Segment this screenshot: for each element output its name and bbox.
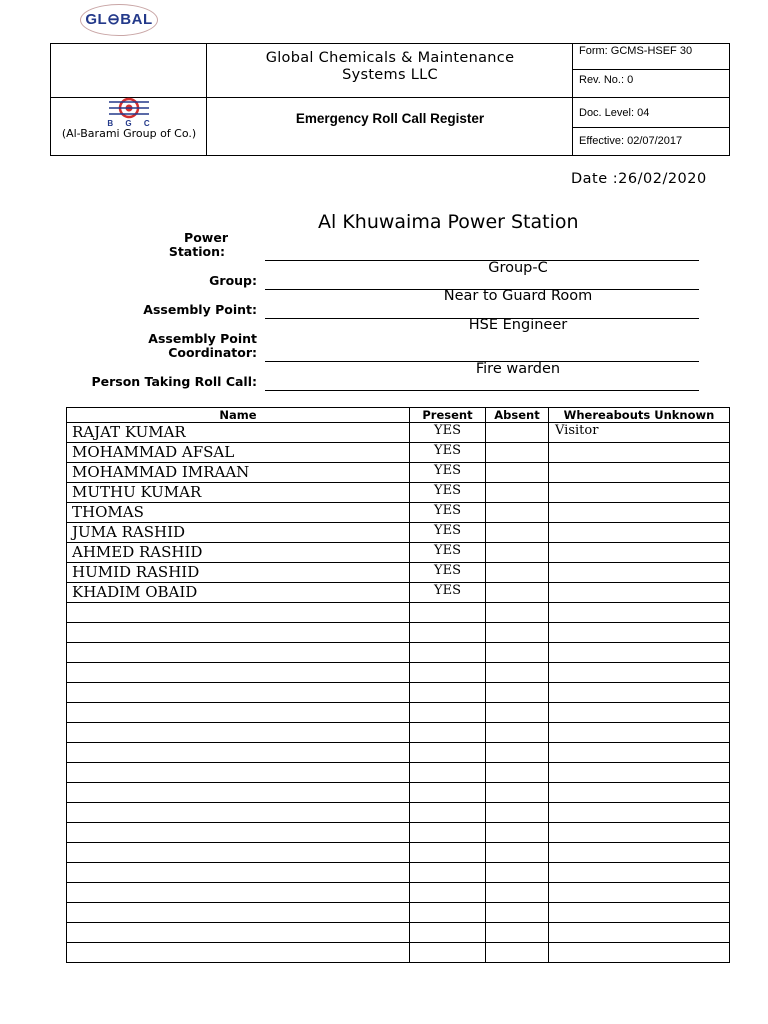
absent-cell: [486, 423, 549, 443]
absent-cell: [486, 823, 549, 843]
form-title: Emergency Roll Call Register: [295, 111, 485, 126]
table-row: [67, 803, 730, 823]
whereabouts-cell: [549, 583, 730, 603]
absent-cell: [486, 523, 549, 543]
present-cell: [410, 863, 486, 883]
absent-cell: [486, 463, 549, 483]
column-header-present: Present: [410, 408, 486, 423]
table-row: [67, 903, 730, 923]
power-station-label-line1: Power: [184, 230, 228, 245]
present-cell: [410, 703, 486, 723]
table-row: [67, 943, 730, 963]
meta-divider-3: [572, 127, 730, 128]
absent-cell: [486, 443, 549, 463]
bgc-subtitle: (Al-Barami Group of Co.): [61, 127, 197, 140]
power-station-label: [31, 231, 241, 259]
present-cell: [410, 823, 486, 843]
assembly-point-value: Near to Guard Room: [443, 288, 593, 304]
coordinator-label: [47, 332, 257, 360]
present-cell: YES: [410, 423, 486, 443]
whereabouts-cell: [549, 543, 730, 563]
table-row: [67, 483, 730, 503]
present-cell: [410, 603, 486, 623]
table-row: [67, 743, 730, 763]
group-label: Group:: [209, 273, 257, 288]
assembly-point-label: Assembly Point:: [143, 302, 257, 317]
meta-divider-1: [572, 69, 730, 70]
table-row: [67, 843, 730, 863]
present-cell: YES: [410, 583, 486, 603]
company-name: [207, 50, 573, 84]
absent-cell: [486, 743, 549, 763]
table-row: [67, 783, 730, 803]
whereabouts-cell: [549, 463, 730, 483]
present-cell: [410, 803, 486, 823]
present-cell: YES: [410, 563, 486, 583]
name-cell: [67, 883, 410, 903]
whereabouts-cell: [549, 703, 730, 723]
company-name-line1: Global Chemicals & Maintenance: [265, 50, 515, 66]
present-cell: YES: [410, 523, 486, 543]
absent-cell: [486, 683, 549, 703]
name-cell: [67, 743, 410, 763]
form-number: Form: GCMS-HSEF 30: [579, 45, 693, 57]
name-cell: [67, 903, 410, 923]
name-cell: [67, 943, 410, 963]
table-row: [67, 723, 730, 743]
name-cell: [67, 863, 410, 883]
name-cell: MOHAMMAD IMRAAN: [67, 463, 410, 483]
absent-cell: [486, 943, 549, 963]
present-cell: YES: [410, 443, 486, 463]
present-cell: [410, 623, 486, 643]
table-row: [67, 883, 730, 903]
name-cell: JUMA RASHID: [67, 523, 410, 543]
absent-cell: [486, 643, 549, 663]
whereabouts-cell: [549, 863, 730, 883]
table-row: [67, 863, 730, 883]
name-cell: MUTHU KUMAR: [67, 483, 410, 503]
table-row: [67, 583, 730, 603]
present-cell: [410, 883, 486, 903]
whereabouts-cell: [549, 443, 730, 463]
name-cell: [67, 623, 410, 643]
absent-cell: [486, 763, 549, 783]
present-cell: YES: [410, 543, 486, 563]
name-cell: [67, 643, 410, 663]
logo-text: GL⊖BAL: [85, 11, 153, 28]
present-cell: [410, 643, 486, 663]
table-row: [67, 623, 730, 643]
absent-cell: [486, 883, 549, 903]
whereabouts-cell: Visitor: [549, 423, 730, 443]
table-row: [67, 423, 730, 443]
absent-cell: [486, 923, 549, 943]
table-body: [67, 423, 730, 963]
absent-cell: [486, 903, 549, 923]
name-cell: [67, 723, 410, 743]
bgc-letters: B G C: [107, 119, 155, 128]
whereabouts-cell: [549, 483, 730, 503]
name-cell: [67, 763, 410, 783]
present-cell: [410, 843, 486, 863]
report-date: Date :26/02/2020: [571, 171, 707, 187]
whereabouts-cell: [549, 523, 730, 543]
bgc-logo-icon: [109, 97, 149, 119]
name-cell: AHMED RASHID: [67, 543, 410, 563]
whereabouts-cell: [549, 783, 730, 803]
absent-cell: [486, 663, 549, 683]
whereabouts-cell: [549, 823, 730, 843]
present-cell: [410, 763, 486, 783]
present-cell: [410, 903, 486, 923]
present-cell: YES: [410, 463, 486, 483]
coordinator-label-line2: Coordinator:: [168, 345, 257, 360]
present-cell: [410, 683, 486, 703]
whereabouts-cell: [549, 943, 730, 963]
present-cell: [410, 943, 486, 963]
whereabouts-cell: [549, 643, 730, 663]
global-logo: [80, 4, 160, 38]
effective-date: Effective: 02/07/2017: [579, 135, 683, 147]
name-cell: [67, 603, 410, 623]
table-row: [67, 603, 730, 623]
company-name-line2: Systems LLC: [342, 67, 438, 83]
whereabouts-cell: [549, 563, 730, 583]
absent-cell: [486, 563, 549, 583]
whereabouts-cell: [549, 503, 730, 523]
absent-cell: [486, 583, 549, 603]
absent-cell: [486, 783, 549, 803]
document-level: Doc. Level: 04: [579, 107, 650, 119]
table-row: [67, 443, 730, 463]
table-row: [67, 463, 730, 483]
whereabouts-cell: [549, 903, 730, 923]
present-cell: [410, 783, 486, 803]
table-row: [67, 643, 730, 663]
name-cell: HUMID RASHID: [67, 563, 410, 583]
table-row: [67, 663, 730, 683]
name-cell: RAJAT KUMAR: [67, 423, 410, 443]
name-cell: [67, 783, 410, 803]
column-header-name: Name: [67, 408, 410, 423]
whereabouts-cell: [549, 923, 730, 943]
absent-cell: [486, 603, 549, 623]
table-row: [67, 523, 730, 543]
present-cell: [410, 663, 486, 683]
roll-call-line: [265, 390, 699, 391]
table-row: [67, 543, 730, 563]
whereabouts-cell: [549, 603, 730, 623]
name-cell: [67, 843, 410, 863]
name-cell: [67, 803, 410, 823]
name-cell: [67, 923, 410, 943]
whereabouts-cell: [549, 743, 730, 763]
present-cell: [410, 923, 486, 943]
absent-cell: [486, 803, 549, 823]
coordinator-label-line1: Assembly Point: [148, 331, 257, 346]
whereabouts-cell: [549, 683, 730, 703]
absent-cell: [486, 543, 549, 563]
absent-cell: [486, 863, 549, 883]
whereabouts-cell: [549, 883, 730, 903]
name-cell: MOHAMMAD AFSAL: [67, 443, 410, 463]
coordinator-value: HSE Engineer: [468, 317, 568, 333]
name-cell: [67, 703, 410, 723]
document-header: [50, 43, 730, 156]
present-cell: YES: [410, 503, 486, 523]
present-cell: [410, 723, 486, 743]
name-cell: KHADIM OBAID: [67, 583, 410, 603]
power-station-label-line2: Station:: [168, 244, 225, 259]
roll-call-label: Person Taking Roll Call:: [91, 374, 257, 389]
absent-cell: [486, 723, 549, 743]
absent-cell: [486, 483, 549, 503]
meta-divider-2: [572, 97, 730, 98]
table-row: [67, 823, 730, 843]
whereabouts-cell: [549, 763, 730, 783]
group-value: Group-C: [488, 260, 548, 276]
table-row: [67, 703, 730, 723]
absent-cell: [486, 503, 549, 523]
present-cell: [410, 743, 486, 763]
table-row: [67, 563, 730, 583]
column-header-absent: Absent: [486, 408, 549, 423]
column-header-whereabouts: Whereabouts Unknown: [549, 408, 730, 423]
table-row: [67, 763, 730, 783]
name-cell: [67, 663, 410, 683]
name-cell: THOMAS: [67, 503, 410, 523]
whereabouts-cell: [549, 843, 730, 863]
whereabouts-cell: [549, 803, 730, 823]
table-row: [67, 503, 730, 523]
roll-call-value: Fire warden: [475, 361, 561, 377]
absent-cell: [486, 623, 549, 643]
whereabouts-cell: [549, 623, 730, 643]
whereabouts-cell: [549, 663, 730, 683]
whereabouts-cell: [549, 723, 730, 743]
table-header-row: [67, 408, 730, 423]
name-cell: [67, 683, 410, 703]
roll-call-table: [66, 407, 730, 963]
station-name: Al Khuwaima Power Station: [318, 211, 579, 233]
present-cell: YES: [410, 483, 486, 503]
absent-cell: [486, 703, 549, 723]
revision-number: Rev. No.: 0: [579, 74, 634, 86]
absent-cell: [486, 843, 549, 863]
table-row: [67, 683, 730, 703]
table-row: [67, 923, 730, 943]
name-cell: [67, 823, 410, 843]
